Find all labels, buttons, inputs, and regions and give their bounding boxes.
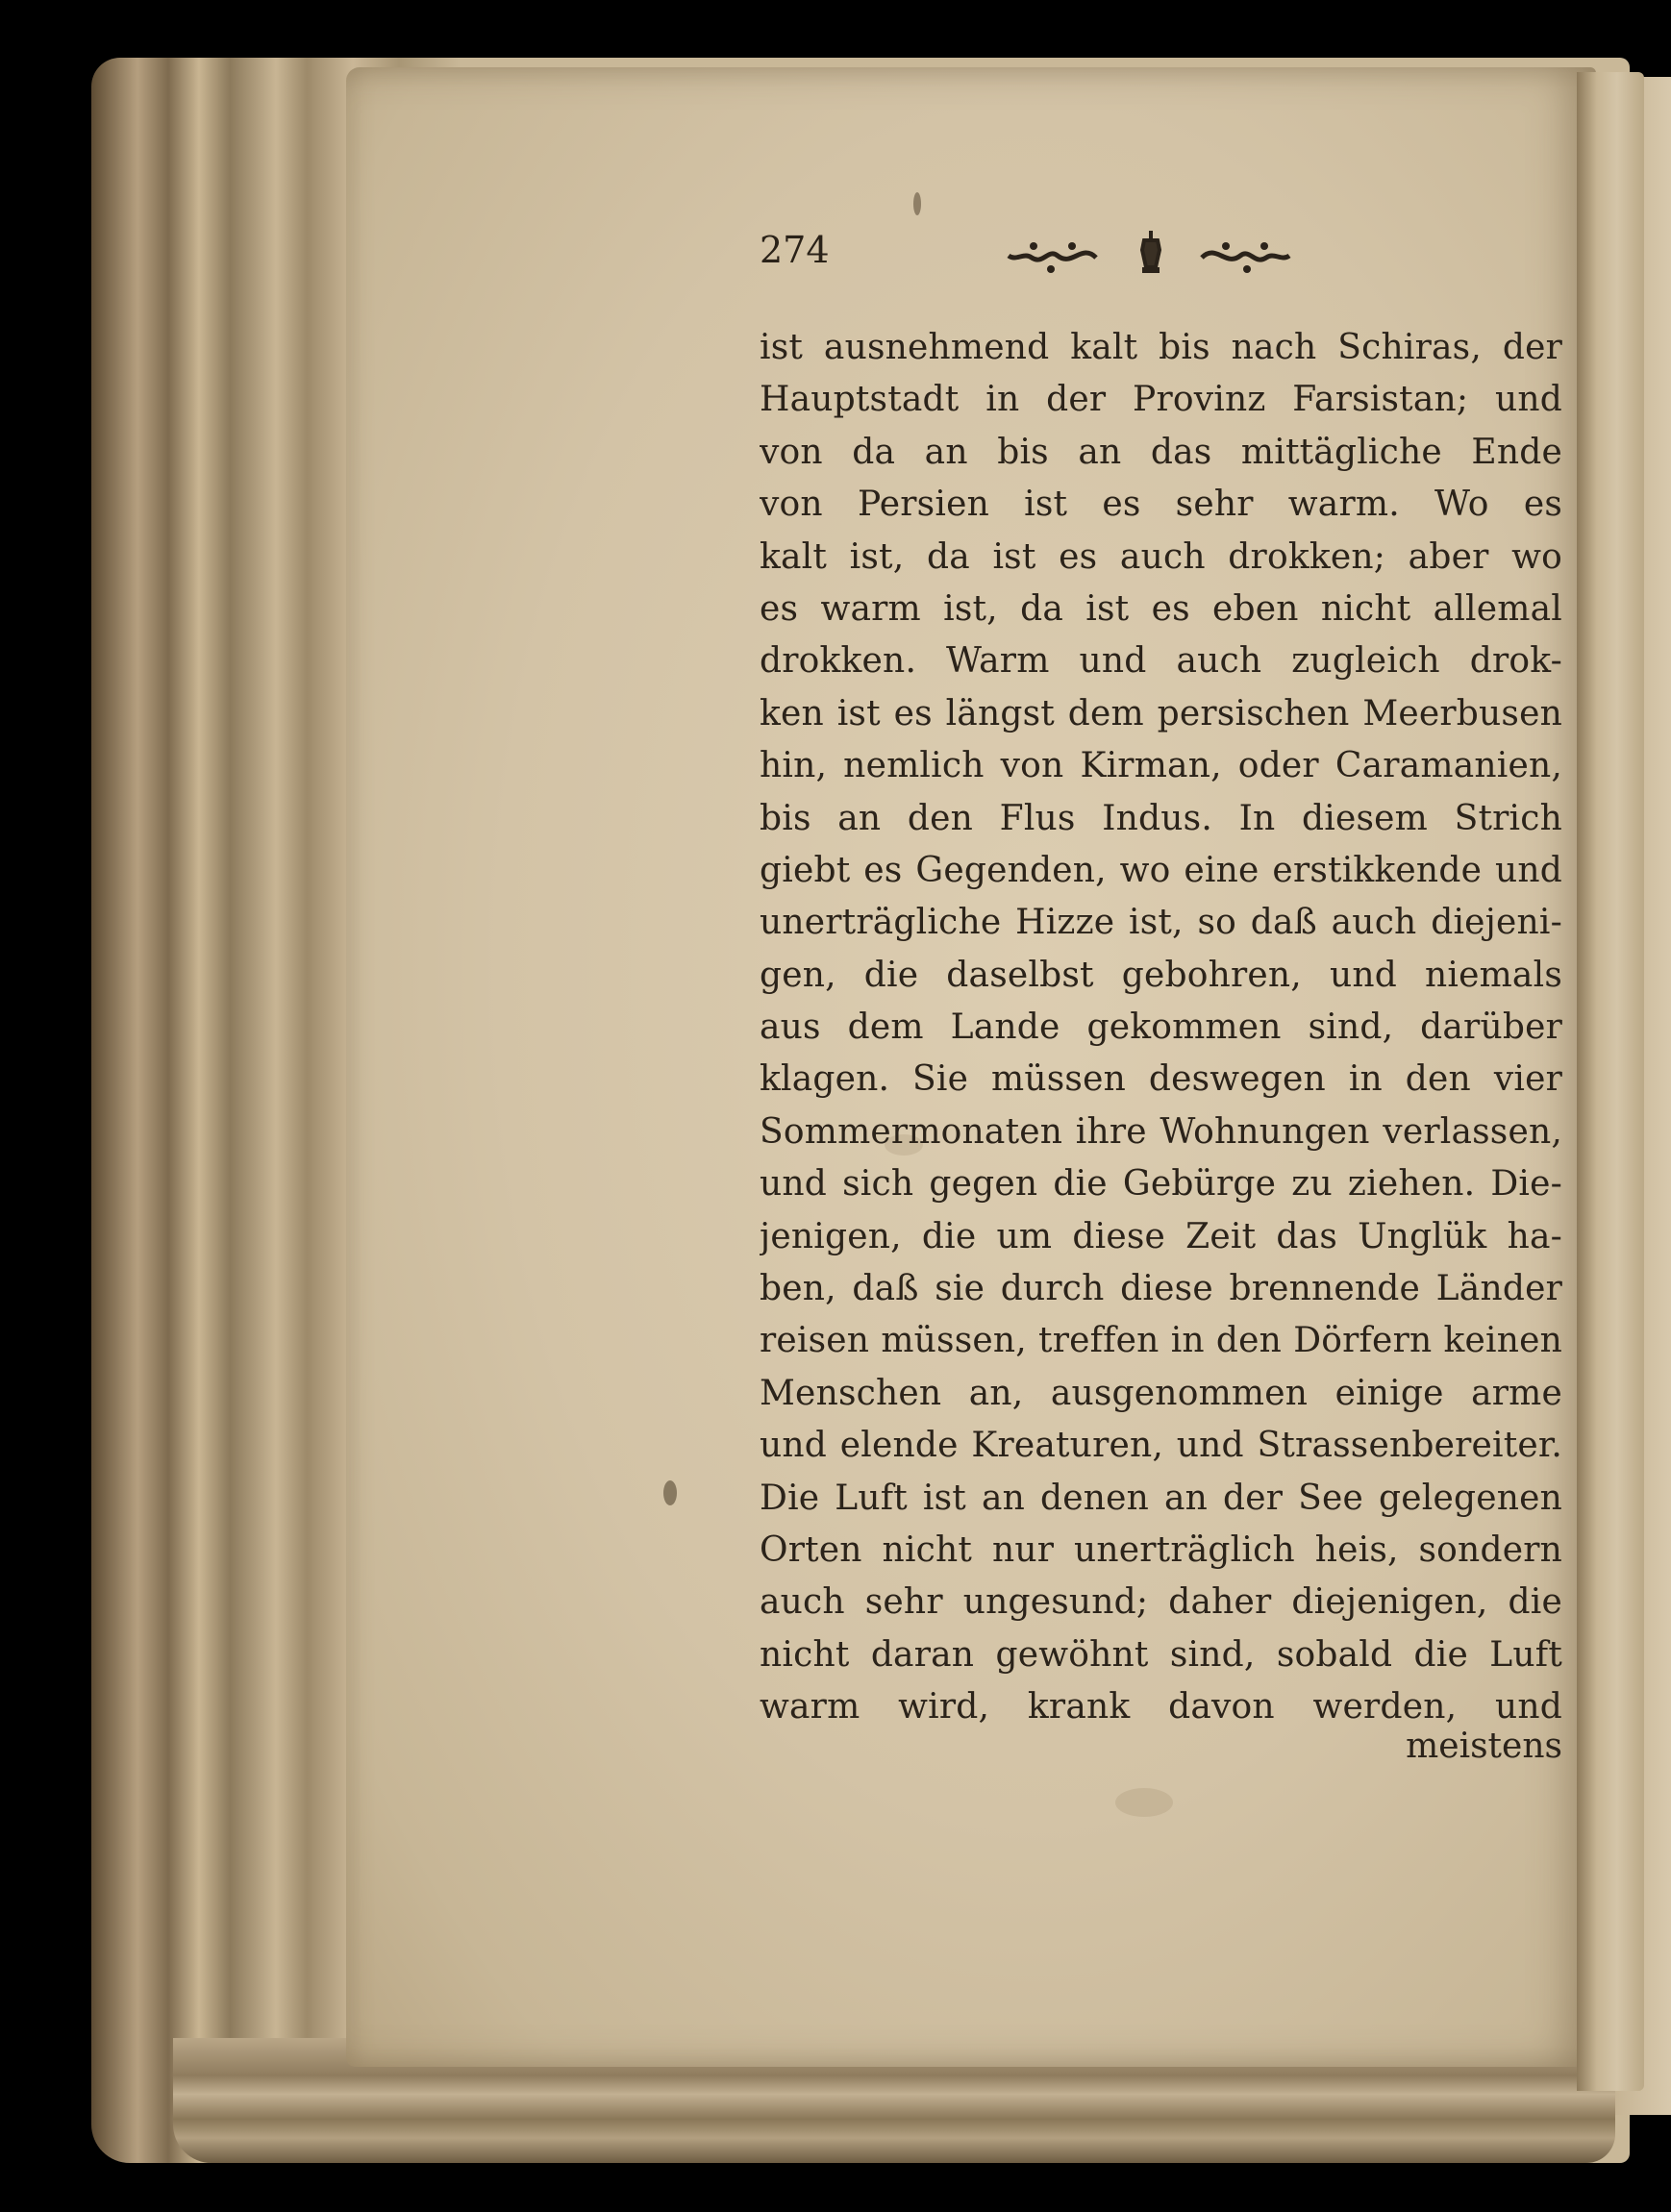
text-line: kalt ist, da ist es auch drokken; aber wo — [760, 536, 1562, 577]
text-line: Orten nicht nur unerträglich heis, sondern — [760, 1529, 1562, 1570]
paper-mark — [913, 192, 921, 215]
text-line: ist ausnehmend kalt bis nach Schiras, der — [760, 328, 1562, 367]
text-line: unerträgliche Hizze ist, so daß auch diejeni- — [760, 903, 1562, 943]
text-line: aus dem Lande gekommen sind, darüber — [760, 1007, 1562, 1048]
paper-stain — [1115, 1788, 1173, 1817]
page-header — [760, 229, 1298, 286]
body-text — [760, 322, 1562, 1734]
catchword: meistens — [1406, 1727, 1562, 1766]
text-line: gen, die daselbst gebohren, und niemals — [760, 955, 1562, 995]
left-fleuron-icon — [1005, 238, 1101, 277]
center-vase-ornament-icon — [1136, 229, 1165, 277]
book-gutter — [1577, 72, 1644, 2091]
text-line: und sich gegen die Gebürge zu ziehen. Die- — [760, 1164, 1562, 1205]
text-line: von da an bis an das mittägliche Ende — [760, 432, 1562, 472]
right-fleuron-icon — [1197, 238, 1293, 277]
text-line: es warm ist, da ist es eben nicht allemal — [760, 588, 1562, 629]
text-line: Hauptstadt in der Provinz Farsistan; und — [760, 380, 1562, 420]
text-line: Sommermonaten ihre Wohnungen verlassen, — [760, 1111, 1562, 1152]
text-line: reisen müssen, treffen in den Dörfern keinen — [760, 1321, 1562, 1361]
text-line: ben, daß sie durch diese brennende Länder — [760, 1269, 1562, 1309]
text-line: und elende Kreaturen, und Strassenbereiter. — [760, 1426, 1562, 1466]
text-line: Die Luft ist an denen an der See gelegenen — [760, 1478, 1562, 1518]
text-line: warm wird, krank davon werden, und — [760, 1687, 1562, 1727]
text-line: jenigen, die um diese Zeit das Unglük ha- — [760, 1216, 1562, 1256]
text-line: von Persien ist es sehr warm. Wo es — [760, 485, 1562, 525]
paper-mark — [663, 1480, 677, 1505]
text-line: auch sehr ungesund; daher diejenigen, die — [760, 1582, 1562, 1623]
text-line: Menschen an, ausgenommen einige arme — [760, 1373, 1562, 1413]
text-line: bis an den Flus Indus. In diesem Strich — [760, 798, 1562, 838]
text-line: ken ist es längst dem persischen Meerbusen — [760, 693, 1562, 733]
text-line: hin, nemlich von Kirman, oder Caramanien, — [760, 746, 1562, 786]
text-line: nicht daran gewöhnt sind, sobald die Luft — [760, 1634, 1562, 1675]
text-line: klagen. Sie müssen deswegen in den vier — [760, 1059, 1562, 1100]
text-line: drokken. Warm und auch zugleich drok- — [760, 641, 1562, 682]
text-line: giebt es Gegenden, wo eine erstikkende und — [760, 850, 1562, 890]
page-number: 274 — [760, 229, 830, 271]
